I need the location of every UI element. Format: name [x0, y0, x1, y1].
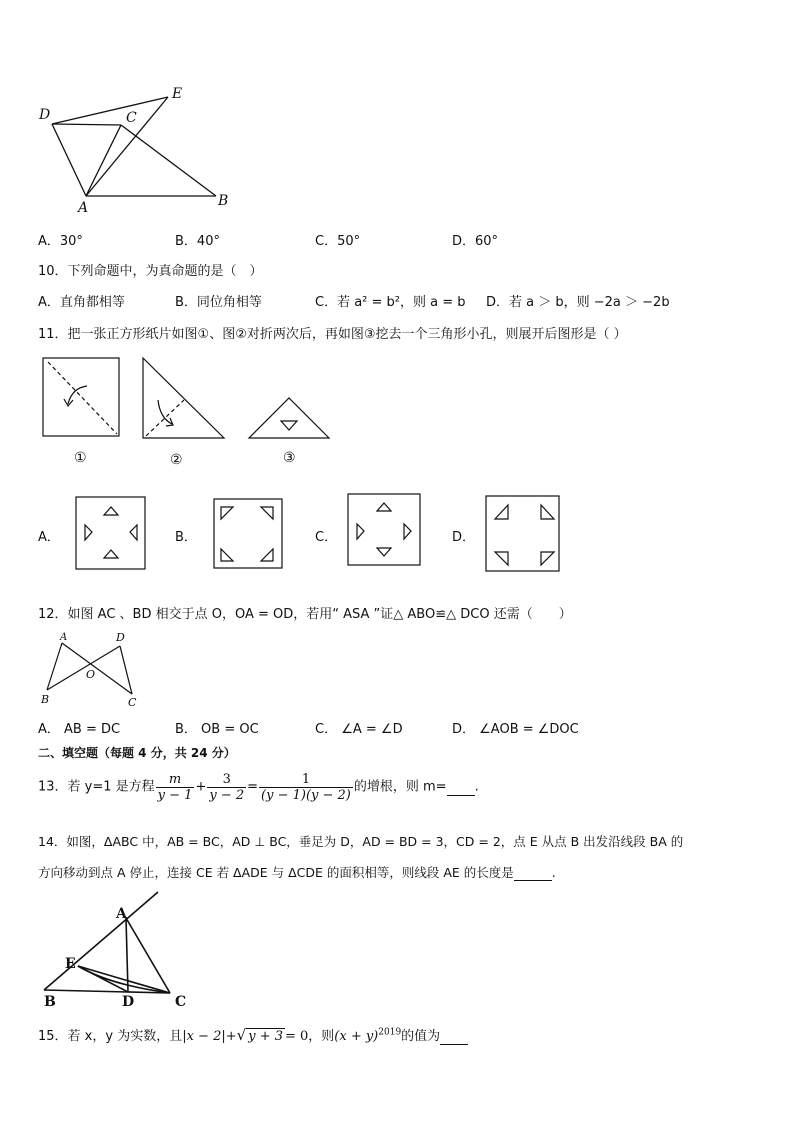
q14-line-2 — [38, 863, 556, 881]
q14-end: . — [551, 865, 556, 880]
q14-label-e: E — [65, 956, 76, 972]
q9-option-b: B．40° — [175, 234, 220, 249]
q12-label-a: A — [60, 632, 68, 643]
q14-line-2-text: 方向移动到点 A 停止，连接 CE 若 ΔADE 与 ΔCDE 的面积相等，则线段 AE 的长度是 — [38, 865, 514, 880]
q13-frac2-den: y − 2 — [209, 788, 245, 803]
q11-option-d: D． — [452, 530, 476, 545]
q11-option-b: B． — [175, 530, 197, 545]
q13-frac1-num: m — [156, 772, 195, 788]
q14-label-c: C — [175, 994, 187, 1010]
q13-frac3-den: (y − 1)(y − 2) — [261, 788, 351, 803]
q10-option-c: C．若 a² = b²，则 a = b — [315, 295, 466, 310]
q9-option-a: A．30° — [38, 234, 83, 249]
q13-fraction-2 — [207, 772, 246, 803]
q13-prefix: 13．若 y=1 是方程 — [38, 779, 155, 795]
q12-stem: 12．如图 AC 、BD 相交于点 O，OA = OD，若用“ ASA ”证△ ABO≌△ DCO 还需（ ） — [38, 607, 572, 622]
q12-option-b: B． OB = OC — [175, 722, 259, 737]
q13-fraction-1 — [156, 772, 195, 803]
q14-label-d: D — [122, 994, 135, 1010]
q15-sqrt-sign: √ — [236, 1026, 247, 1044]
q11-fig2-label: ② — [170, 452, 183, 468]
q15-prefix: 15．若 x，y 为实数，且 — [38, 1029, 183, 1044]
q15-answer-blank[interactable] — [440, 1029, 468, 1045]
q12-option-d: D． ∠AOB = ∠DOC — [452, 722, 579, 737]
q15-base: (x + y) — [334, 1029, 379, 1044]
q13-suffix: 的增根，则 m= — [353, 779, 447, 795]
q15-suffix: 的值为 — [401, 1029, 441, 1044]
q13-fraction-3 — [259, 772, 353, 803]
q14-label-a: A — [116, 906, 127, 922]
q11-stem: 11．把一张正方形纸片如图①、图②对折两次后，再如图③挖去一个三角形小孔，则展开后图形是（ ） — [38, 327, 627, 342]
q12-label-o: O — [86, 668, 96, 681]
q13-frac1-den: y − 1 — [157, 788, 193, 803]
q15-sqrt-radicand: y + 3 — [248, 1029, 283, 1044]
q15-line — [38, 1025, 468, 1045]
q13-equals: = — [247, 779, 259, 795]
q9-option-d: D．60° — [452, 234, 499, 249]
q9-label-d: D — [39, 107, 51, 123]
q14-answer-blank[interactable] — [514, 865, 552, 881]
q9-label-a: A — [78, 200, 89, 216]
q9-label-b: B — [218, 193, 229, 209]
q13-frac3-num: 1 — [259, 772, 353, 788]
q9-label-c: C — [126, 110, 137, 126]
section-2-title: 二、填空题（每题 4 分，共 24 分） — [38, 746, 236, 760]
q11-fig3-label: ③ — [283, 450, 296, 466]
q15-eq: = 0，则 — [284, 1029, 335, 1044]
q13-line — [38, 772, 479, 803]
q11-option-c: C． — [315, 530, 338, 545]
q10-option-b: B．同位角相等 — [175, 295, 262, 310]
q14-label-b: B — [44, 994, 56, 1010]
q12-option-a: A． AB = DC — [38, 722, 121, 737]
q11-fig1-label: ① — [74, 450, 87, 466]
q12-option-c: C． ∠A = ∠D — [315, 722, 403, 737]
q11-option-a: A． — [38, 530, 60, 545]
q13-frac2-num: 3 — [207, 772, 246, 788]
q12-label-d: D — [116, 631, 125, 644]
q9-option-c: C．50° — [315, 234, 361, 249]
q10-option-a: A．直角都相等 — [38, 295, 125, 310]
q13-answer-blank[interactable] — [447, 779, 475, 796]
q13-end: . — [474, 779, 479, 795]
q10-option-d: D．若 a ＞ b，则 −2a ＞ −2b — [486, 295, 670, 310]
q14-line-1: 14．如图，ΔABC 中，AB = BC，AD ⊥ BC，垂足为 D，AD = BD = 3，CD = 2，点 E 从点 B 出发沿线段 BA 的 — [38, 834, 684, 849]
q12-label-b: B — [41, 693, 50, 706]
q15-exponent: 2019 — [378, 1027, 402, 1038]
q12-label-c: C — [128, 696, 137, 709]
q9-label-e: E — [172, 86, 183, 102]
q13-plus: + — [195, 779, 207, 795]
q15-abs: |x − 2| — [182, 1029, 226, 1044]
q15-plus: + — [225, 1029, 237, 1044]
q10-stem: 10．下列命题中，为真命题的是（ ） — [38, 264, 263, 279]
